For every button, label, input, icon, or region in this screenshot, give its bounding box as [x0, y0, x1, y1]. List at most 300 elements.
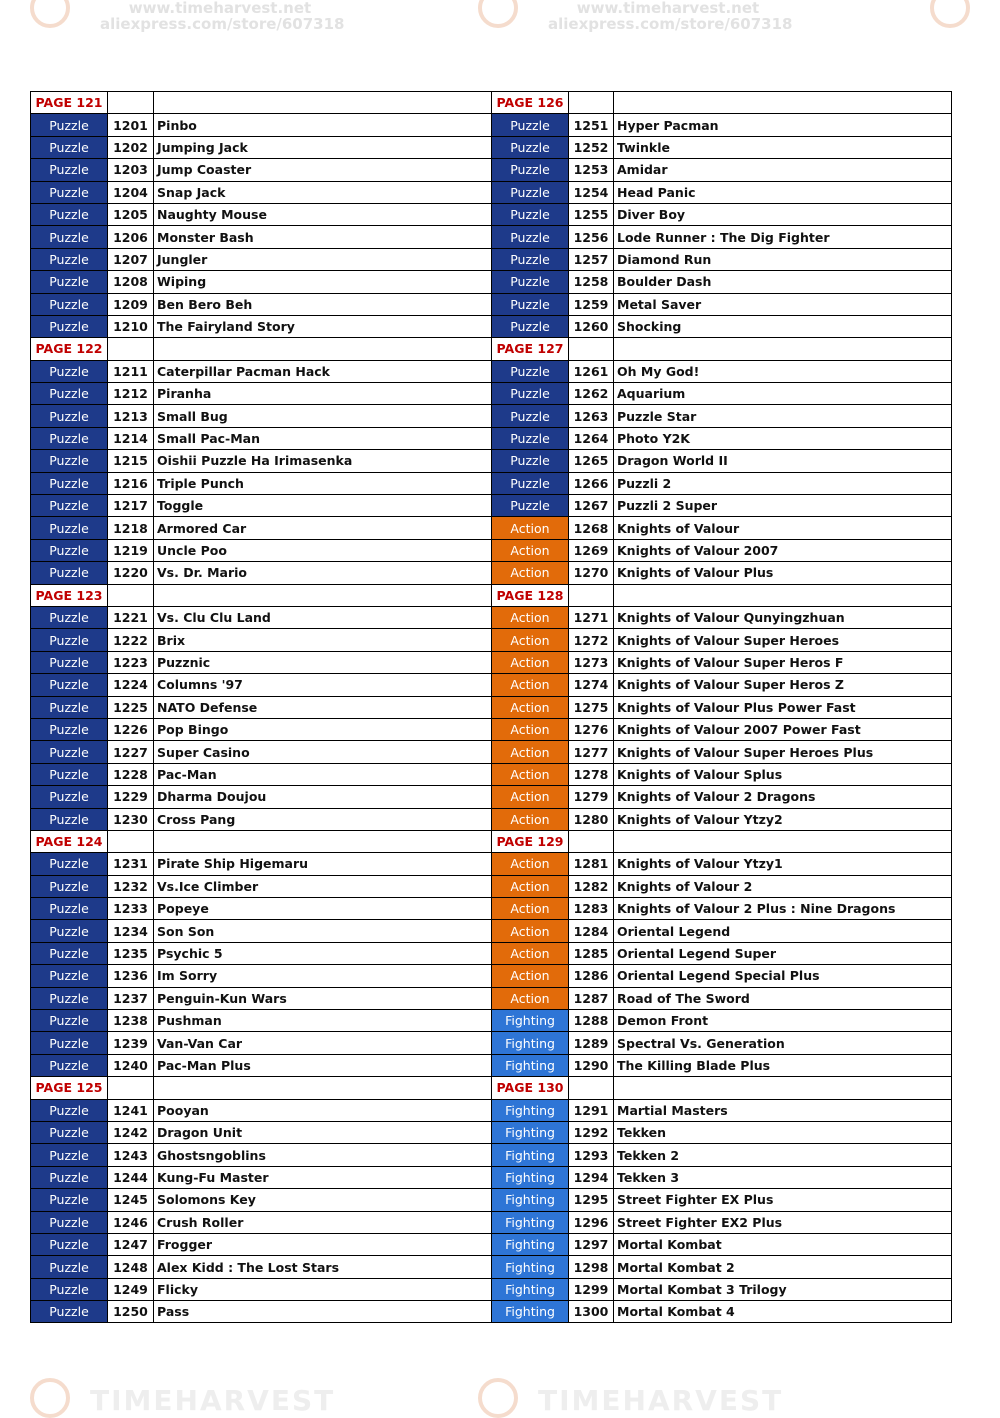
game-title: Knights of Valour Splus	[614, 763, 952, 785]
game-row	[492, 606, 952, 628]
game-title: Crush Roller	[154, 1211, 493, 1233]
category-cell: Fighting	[492, 1233, 569, 1255]
category-cell: Puzzle	[31, 898, 108, 920]
game-title: Solomons Key	[154, 1189, 493, 1211]
empty-cell	[569, 338, 614, 360]
category-cell: Puzzle	[31, 1010, 108, 1032]
game-number: 1208	[108, 271, 154, 293]
game-number: 1264	[569, 427, 614, 449]
game-title: Pac-Man	[154, 763, 493, 785]
game-title: Demon Front	[614, 1010, 952, 1032]
game-title: Flicky	[154, 1278, 493, 1300]
category-cell: Puzzle	[31, 1121, 108, 1143]
category-cell: Puzzle	[31, 987, 108, 1009]
category-cell: Puzzle	[492, 114, 569, 136]
category-cell: Action	[492, 920, 569, 942]
game-row	[31, 987, 493, 1009]
category-cell: Puzzle	[31, 718, 108, 740]
game-number: 1295	[569, 1189, 614, 1211]
game-title: Kung-Fu Master	[154, 1166, 493, 1188]
empty-cell	[569, 830, 614, 852]
category-cell: Puzzle	[31, 495, 108, 517]
category-cell: Puzzle	[31, 383, 108, 405]
game-title: Pirate Ship Higemaru	[154, 853, 493, 875]
game-row	[31, 1256, 493, 1278]
game-row	[31, 965, 493, 987]
game-number: 1294	[569, 1166, 614, 1188]
game-row	[31, 853, 493, 875]
category-cell: Puzzle	[31, 136, 108, 158]
game-number: 1247	[108, 1233, 154, 1255]
game-title: NATO Defense	[154, 696, 493, 718]
game-row	[492, 450, 952, 472]
empty-cell	[614, 1077, 952, 1099]
page-label: PAGE 124	[31, 830, 108, 852]
game-title: Cross Pang	[154, 808, 493, 830]
game-row	[492, 1099, 952, 1121]
category-cell: Fighting	[492, 1144, 569, 1166]
game-title: Pushman	[154, 1010, 493, 1032]
game-title: Naughty Mouse	[154, 203, 493, 225]
category-cell: Puzzle	[492, 405, 569, 427]
game-number: 1221	[108, 606, 154, 628]
game-number: 1279	[569, 786, 614, 808]
game-number: 1267	[569, 495, 614, 517]
category-cell: Puzzle	[492, 203, 569, 225]
page-label: PAGE 127	[492, 338, 569, 360]
game-number: 1255	[569, 203, 614, 225]
category-cell: Puzzle	[31, 1233, 108, 1255]
game-number: 1235	[108, 942, 154, 964]
category-cell: Puzzle	[492, 226, 569, 248]
game-number: 1218	[108, 517, 154, 539]
game-number: 1213	[108, 405, 154, 427]
game-title: Monster Bash	[154, 226, 493, 248]
game-row	[492, 159, 952, 181]
game-title: Knights of Valour Qunyingzhuan	[614, 606, 952, 628]
category-cell: Puzzle	[31, 696, 108, 718]
category-cell: Action	[492, 786, 569, 808]
game-title: Aquarium	[614, 383, 952, 405]
category-cell: Action	[492, 629, 569, 651]
game-number: 1277	[569, 741, 614, 763]
category-cell: Puzzle	[31, 853, 108, 875]
game-title: Puzznic	[154, 651, 493, 673]
game-title: Mortal Kombat 2	[614, 1256, 952, 1278]
game-number: 1243	[108, 1144, 154, 1166]
game-number: 1237	[108, 987, 154, 1009]
game-title: Uncle Poo	[154, 539, 493, 561]
page-label: PAGE 125	[31, 1077, 108, 1099]
game-number: 1293	[569, 1144, 614, 1166]
game-row	[492, 562, 952, 584]
game-number: 1272	[569, 629, 614, 651]
page-label: PAGE 121	[31, 92, 108, 114]
game-row	[31, 203, 493, 225]
category-cell: Puzzle	[31, 226, 108, 248]
category-cell: Puzzle	[31, 293, 108, 315]
category-cell: Puzzle	[31, 1144, 108, 1166]
game-title: Jungler	[154, 248, 493, 270]
empty-cell	[614, 92, 952, 114]
game-number: 1231	[108, 853, 154, 875]
game-number: 1278	[569, 763, 614, 785]
game-number: 1225	[108, 696, 154, 718]
game-number: 1209	[108, 293, 154, 315]
game-row	[31, 763, 493, 785]
game-title: Im Sorry	[154, 965, 493, 987]
category-cell: Puzzle	[31, 114, 108, 136]
game-title: Super Casino	[154, 741, 493, 763]
category-cell: Puzzle	[31, 360, 108, 382]
game-title: Knights of Valour Ytzy1	[614, 853, 952, 875]
game-row	[31, 1121, 493, 1143]
category-cell: Action	[492, 606, 569, 628]
game-list-right	[491, 91, 952, 1323]
game-row	[492, 383, 952, 405]
game-title: Popeye	[154, 898, 493, 920]
empty-cell	[614, 584, 952, 606]
category-cell: Fighting	[492, 1032, 569, 1054]
game-title: Puzzli 2	[614, 472, 952, 494]
game-title: Knights of Valour	[614, 517, 952, 539]
game-number: 1253	[569, 159, 614, 181]
game-title: Twinkle	[614, 136, 952, 158]
page-header-row	[492, 584, 952, 606]
game-row	[31, 271, 493, 293]
category-cell: Puzzle	[492, 360, 569, 382]
game-number: 1238	[108, 1010, 154, 1032]
game-row	[492, 293, 952, 315]
game-title: Small Bug	[154, 405, 493, 427]
game-title: Toggle	[154, 495, 493, 517]
game-row	[31, 293, 493, 315]
game-number: 1299	[569, 1278, 614, 1300]
game-number: 1262	[569, 383, 614, 405]
category-cell: Puzzle	[492, 495, 569, 517]
game-number: 1251	[569, 114, 614, 136]
game-title: Vs. Dr. Mario	[154, 562, 493, 584]
game-title: Son Son	[154, 920, 493, 942]
game-row	[31, 875, 493, 897]
page-header-row	[31, 92, 493, 114]
watermark-top-right	[548, 0, 793, 33]
game-number: 1245	[108, 1189, 154, 1211]
category-cell: Puzzle	[31, 472, 108, 494]
game-title: Ben Bero Beh	[154, 293, 493, 315]
category-cell: Puzzle	[31, 674, 108, 696]
category-cell: Action	[492, 517, 569, 539]
game-row	[31, 651, 493, 673]
game-title: Ghostsngoblins	[154, 1144, 493, 1166]
game-number: 1229	[108, 786, 154, 808]
game-title: Oriental Legend Super	[614, 942, 952, 964]
game-number: 1202	[108, 136, 154, 158]
category-cell: Puzzle	[492, 136, 569, 158]
game-title: Snap Jack	[154, 181, 493, 203]
page-header-row	[492, 92, 952, 114]
watermark-brand-left: TIMEHARVEST	[90, 1384, 336, 1417]
game-row	[492, 942, 952, 964]
game-number: 1296	[569, 1211, 614, 1233]
game-row	[31, 1233, 493, 1255]
game-number: 1273	[569, 651, 614, 673]
game-row	[31, 248, 493, 270]
game-number: 1226	[108, 718, 154, 740]
game-row	[492, 808, 952, 830]
empty-cell	[154, 92, 493, 114]
game-title: Street Fighter EX2 Plus	[614, 1211, 952, 1233]
category-cell: Puzzle	[31, 1054, 108, 1076]
game-number: 1215	[108, 450, 154, 472]
category-cell: Action	[492, 539, 569, 561]
category-cell: Action	[492, 718, 569, 740]
watermark-brand-right: TIMEHARVEST	[538, 1384, 784, 1417]
game-number: 1285	[569, 942, 614, 964]
game-number: 1291	[569, 1099, 614, 1121]
game-title: Vs.Ice Climber	[154, 875, 493, 897]
game-row	[492, 1010, 952, 1032]
category-cell: Puzzle	[492, 159, 569, 181]
category-cell: Action	[492, 562, 569, 584]
category-cell: Fighting	[492, 1256, 569, 1278]
game-title: Martial Masters	[614, 1099, 952, 1121]
category-cell: Action	[492, 987, 569, 1009]
game-title: Oishii Puzzle Ha Irimasenka	[154, 450, 493, 472]
game-title: Penguin-Kun Wars	[154, 987, 493, 1009]
empty-cell	[108, 1077, 154, 1099]
game-title: Diamond Run	[614, 248, 952, 270]
category-cell: Action	[492, 942, 569, 964]
game-title: Columns '97	[154, 674, 493, 696]
category-cell: Fighting	[492, 1189, 569, 1211]
page-label: PAGE 126	[492, 92, 569, 114]
game-title: Mortal Kombat 3 Trilogy	[614, 1278, 952, 1300]
category-cell: Puzzle	[31, 181, 108, 203]
game-row	[31, 360, 493, 382]
page-label: PAGE 122	[31, 338, 108, 360]
category-cell: Puzzle	[31, 450, 108, 472]
game-number: 1260	[569, 315, 614, 337]
category-cell: Puzzle	[31, 315, 108, 337]
game-title: Pinbo	[154, 114, 493, 136]
category-cell: Puzzle	[31, 1099, 108, 1121]
game-number: 1261	[569, 360, 614, 382]
category-cell: Puzzle	[31, 1301, 108, 1323]
category-cell: Action	[492, 853, 569, 875]
game-number: 1292	[569, 1121, 614, 1143]
game-number: 1222	[108, 629, 154, 651]
empty-cell	[614, 338, 952, 360]
game-row	[492, 763, 952, 785]
game-row	[31, 1099, 493, 1121]
game-number: 1203	[108, 159, 154, 181]
game-number: 1266	[569, 472, 614, 494]
category-cell: Puzzle	[31, 1256, 108, 1278]
game-title: Photo Y2K	[614, 427, 952, 449]
game-number: 1205	[108, 203, 154, 225]
game-title: Tekken	[614, 1121, 952, 1143]
game-number: 1223	[108, 651, 154, 673]
game-title: Tekken 2	[614, 1144, 952, 1166]
game-row	[31, 405, 493, 427]
game-row	[31, 1032, 493, 1054]
game-title: Oriental Legend	[614, 920, 952, 942]
page-header-row	[31, 338, 493, 360]
category-cell: Puzzle	[492, 293, 569, 315]
game-row	[492, 405, 952, 427]
game-row	[31, 495, 493, 517]
game-number: 1254	[569, 181, 614, 203]
game-title: Pac-Man Plus	[154, 1054, 493, 1076]
game-number: 1269	[569, 539, 614, 561]
game-title: Street Fighter EX Plus	[614, 1189, 952, 1211]
category-cell: Puzzle	[31, 741, 108, 763]
game-row	[31, 718, 493, 740]
game-row	[492, 203, 952, 225]
game-title: Knights of Valour Super Heroes	[614, 629, 952, 651]
watermark-top-left	[100, 0, 345, 33]
game-number: 1286	[569, 965, 614, 987]
category-cell: Puzzle	[31, 606, 108, 628]
game-row	[31, 898, 493, 920]
game-title: Armored Car	[154, 517, 493, 539]
empty-cell	[108, 338, 154, 360]
game-title: Dragon Unit	[154, 1121, 493, 1143]
game-number: 1206	[108, 226, 154, 248]
page-label: PAGE 128	[492, 584, 569, 606]
game-number: 1281	[569, 853, 614, 875]
empty-cell	[569, 92, 614, 114]
game-title: Oriental Legend Special Plus	[614, 965, 952, 987]
game-title: Dharma Doujou	[154, 786, 493, 808]
game-row	[31, 539, 493, 561]
game-title: Road of The Sword	[614, 987, 952, 1009]
game-title: Diver Boy	[614, 203, 952, 225]
game-number: 1244	[108, 1166, 154, 1188]
category-cell: Puzzle	[31, 808, 108, 830]
game-title: Frogger	[154, 1233, 493, 1255]
category-cell: Puzzle	[31, 1166, 108, 1188]
game-title: Small Pac-Man	[154, 427, 493, 449]
page-header-row	[31, 584, 493, 606]
empty-cell	[154, 1077, 493, 1099]
empty-cell	[108, 830, 154, 852]
game-row	[31, 450, 493, 472]
game-title: Knights of Valour 2 Plus : Nine Dragons	[614, 898, 952, 920]
game-title: Vs. Clu Clu Land	[154, 606, 493, 628]
page-label: PAGE 123	[31, 584, 108, 606]
game-title: Caterpillar Pacman Hack	[154, 360, 493, 382]
category-cell: Fighting	[492, 1054, 569, 1076]
game-row	[492, 696, 952, 718]
game-row	[31, 114, 493, 136]
game-title: Puzzle Star	[614, 405, 952, 427]
game-row	[492, 629, 952, 651]
category-cell: Fighting	[492, 1121, 569, 1143]
watermark-seal-icon	[30, 0, 70, 28]
game-title: Head Panic	[614, 181, 952, 203]
game-title: Knights of Valour 2007 Power Fast	[614, 718, 952, 740]
game-number: 1212	[108, 383, 154, 405]
watermark-seal-icon	[30, 1378, 70, 1418]
watermark-url: www.timeharvest.net	[128, 0, 312, 17]
game-title: Knights of Valour Ytzy2	[614, 808, 952, 830]
game-row	[492, 1032, 952, 1054]
game-row	[492, 1054, 952, 1076]
category-cell: Puzzle	[31, 159, 108, 181]
game-row	[492, 136, 952, 158]
game-title: Brix	[154, 629, 493, 651]
game-number: 1216	[108, 472, 154, 494]
game-title: Hyper Pacman	[614, 114, 952, 136]
game-title: Knights of Valour Super Heros Z	[614, 674, 952, 696]
game-row	[31, 606, 493, 628]
category-cell: Action	[492, 696, 569, 718]
category-cell: Action	[492, 651, 569, 673]
empty-cell	[154, 338, 493, 360]
game-number: 1236	[108, 965, 154, 987]
game-number: 1258	[569, 271, 614, 293]
game-title: Puzzli 2 Super	[614, 495, 952, 517]
category-cell: Fighting	[492, 1301, 569, 1323]
game-title: Triple Punch	[154, 472, 493, 494]
category-cell: Puzzle	[492, 271, 569, 293]
game-number: 1242	[108, 1121, 154, 1143]
game-row	[31, 1278, 493, 1300]
game-row	[492, 898, 952, 920]
game-number: 1268	[569, 517, 614, 539]
category-cell: Fighting	[492, 1211, 569, 1233]
game-number: 1263	[569, 405, 614, 427]
category-cell: Puzzle	[31, 1189, 108, 1211]
game-row	[31, 920, 493, 942]
category-cell: Puzzle	[31, 1211, 108, 1233]
game-row	[492, 495, 952, 517]
page-label: PAGE 130	[492, 1077, 569, 1099]
game-number: 1224	[108, 674, 154, 696]
game-number: 1211	[108, 360, 154, 382]
game-row	[31, 808, 493, 830]
empty-cell	[569, 584, 614, 606]
game-number: 1280	[569, 808, 614, 830]
game-number: 1282	[569, 875, 614, 897]
game-row	[492, 718, 952, 740]
game-row	[31, 942, 493, 964]
category-cell: Puzzle	[31, 763, 108, 785]
game-row	[492, 315, 952, 337]
game-row	[31, 427, 493, 449]
game-number: 1210	[108, 315, 154, 337]
game-title: Boulder Dash	[614, 271, 952, 293]
empty-cell	[154, 584, 493, 606]
game-row	[492, 1121, 952, 1143]
game-row	[492, 741, 952, 763]
category-cell: Puzzle	[31, 1032, 108, 1054]
game-number: 1204	[108, 181, 154, 203]
game-number: 1300	[569, 1301, 614, 1323]
game-row	[31, 1010, 493, 1032]
category-cell: Action	[492, 763, 569, 785]
game-row	[492, 360, 952, 382]
game-number: 1201	[108, 114, 154, 136]
game-row	[492, 987, 952, 1009]
game-number: 1274	[569, 674, 614, 696]
game-row	[492, 1233, 952, 1255]
game-number: 1230	[108, 808, 154, 830]
game-number: 1252	[569, 136, 614, 158]
page-header-row	[492, 830, 952, 852]
